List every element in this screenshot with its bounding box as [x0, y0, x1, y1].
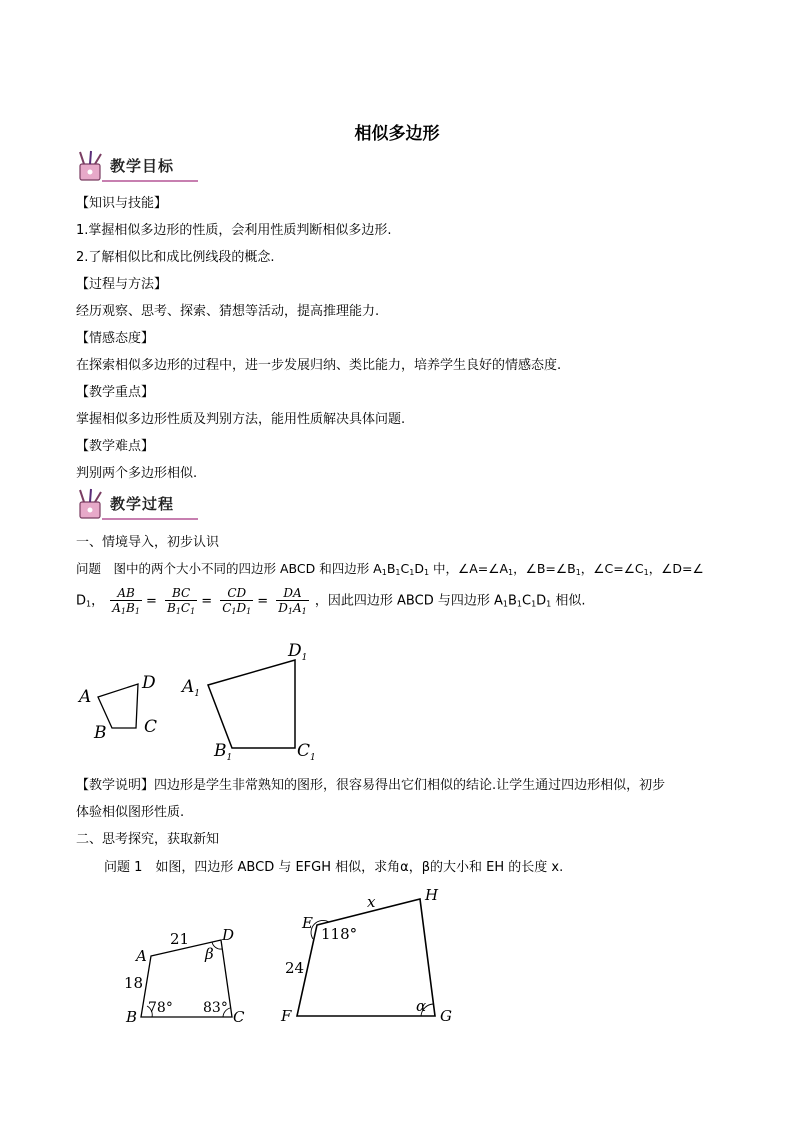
pen-holder-icon — [72, 150, 106, 184]
text-line: 体验相似图形性质. — [76, 805, 185, 820]
figure-similar-quadrilaterals — [70, 638, 410, 768]
length-ad: 21 — [170, 930, 190, 948]
label-h: H — [425, 886, 439, 904]
text-line: 【教学重点】 — [76, 385, 155, 400]
label-d: D — [142, 673, 156, 693]
angle-alpha: α — [416, 997, 427, 1015]
pen-holder-icon — [72, 488, 106, 522]
text-line: 2.了解相似比和成比例线段的概念. — [76, 250, 275, 265]
length-ef: 24 — [285, 959, 305, 977]
fraction-da: $\frac{DA}{D_1A_1}$ — [278, 586, 307, 616]
fraction-bc: $\frac{BC}{B_1C_1}$ — [166, 586, 196, 616]
text-line: 【教学难点】 — [76, 439, 155, 454]
text-line: 【知识与技能】 — [76, 196, 168, 211]
text-line: 问题 1 如图，四边形 ABCD 与 EFGH 相似，求角α，β的大小和 EH 的长度 x. — [104, 860, 564, 875]
length-ab: 18 — [124, 974, 144, 992]
text-line: 【情感态度】 — [76, 331, 155, 346]
section-banner-process: 教学过程 — [72, 488, 198, 524]
text-line: 二、思考探究，获取新知 — [76, 832, 220, 847]
label-a1: $A_1$ — [182, 677, 201, 699]
fraction-cd: $\frac{CD}{C_1D_1}$ — [222, 586, 252, 616]
page-title: 相似多边形 — [354, 124, 440, 144]
text-line: 判别两个多边形相似. — [76, 466, 198, 481]
figure-abcd-efgh — [120, 882, 500, 1032]
label-g: G — [440, 1007, 452, 1025]
quad-abcd-large — [208, 660, 295, 748]
label-a: A — [136, 947, 147, 965]
angle-c: 83° — [203, 1000, 228, 1016]
label-c: C — [144, 717, 158, 737]
label-a: A — [79, 687, 92, 707]
angle-beta: β — [205, 945, 214, 963]
quad-efgh — [297, 899, 435, 1016]
text-line: 【过程与方法】 — [76, 277, 168, 292]
label-f: F — [281, 1007, 292, 1025]
text-line: 掌握相似多边形性质及判别方法，能用性质解决具体问题. — [76, 412, 406, 427]
label-e: E — [302, 914, 313, 932]
label-d: D — [222, 926, 235, 944]
label-b1: $B_1$ — [214, 741, 233, 763]
proportion-line: $D_1$， $\frac{AB}{A_1B_1}$ = $\frac{BC}{B_1C_1}$ = $\frac{CD}{C_1D_1}$ = $\frac{DA}{D_1A_1}$ ，因此四边形 ABCD 与四边形 $A_1B_1C_1D_1$ 相似. — [76, 586, 586, 616]
label-d1: $D_1$ — [288, 641, 308, 663]
text-line: 一、情境导入，初步认识 — [76, 535, 220, 550]
section-banner-objectives: 教学目标 — [72, 150, 198, 186]
length-eh: x — [367, 893, 376, 911]
fraction-ab: $\frac{AB}{A_1B_1}$ — [112, 586, 140, 616]
quad-abcd-small — [98, 684, 138, 728]
text-line: 1.掌握相似多边形的性质，会利用性质判断相似多边形. — [76, 223, 392, 238]
problem-statement: 问题 图中的两个大小不同的四边形 ABCD 和四边形 $A_1B_1C_1D_1$ 中，$\angle A=\angle A_1$，$\angle B=\angle B_1$，$\angle C=\angle C_1$，∠D=∠ — [76, 561, 704, 577]
text-line: 经历观察、思考、探索、猜想等活动，提高推理能力. — [76, 304, 380, 319]
angle-e: 118° — [321, 925, 358, 943]
label-b: B — [126, 1008, 138, 1026]
text-line: 在探索相似多边形的过程中，进一步发展归纳、类比能力，培养学生良好的情感态度. — [76, 358, 562, 373]
angle-b: 78° — [148, 1000, 173, 1016]
label-c: C — [233, 1008, 245, 1026]
label-c1: $C_1$ — [297, 741, 316, 763]
label-b: B — [94, 723, 107, 743]
text-line: 【教学说明】四边形是学生非常熟知的图形，很容易得出它们相似的结论.让学生通过四边形相似，初步 — [76, 778, 666, 793]
